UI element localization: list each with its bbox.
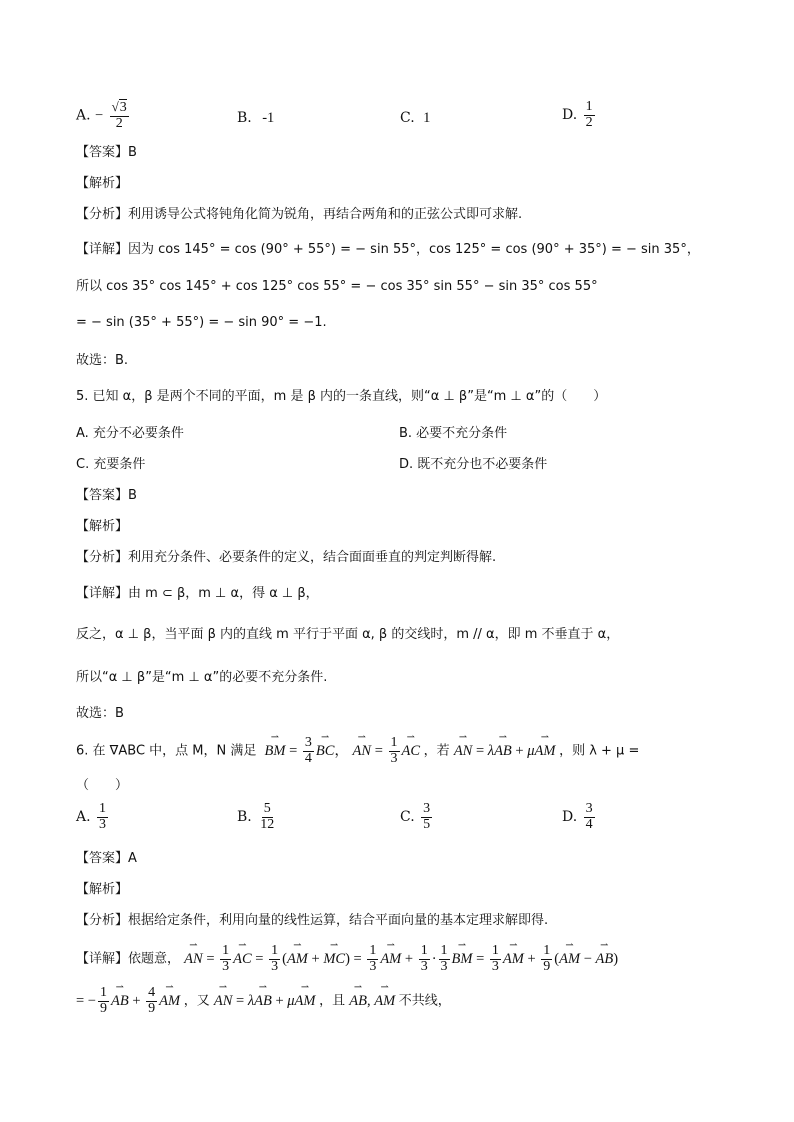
q5-option-d: D. 既不充分也不必要条件 [399,457,548,472]
vector-bm: ⇀ BM [265,744,286,759]
q6-stem-prefix: 6. 在 ∇ABC 中，点 M，N 满足 [76,743,257,759]
fraction [419,944,430,974]
option-label: B. [237,110,252,126]
denominator: 2 [115,115,123,131]
numerator: 1 [271,943,279,958]
fraction [584,802,595,832]
denominator: 9 [148,1000,156,1016]
vector-mc: ⇀ MC [323,952,345,967]
q6-option-a [76,802,110,832]
vector-ac: ⇀ AC [233,952,252,967]
numerator: 1 [369,943,377,958]
q6-stem: 6. 在 ∇ABC 中，点 M，N 满足 ⇀ BM = $\frac{3}{4}$ ⇀ BC， ⇀ AN = $\frac{1}{3}$ ⇀ AC ，若 ⇀ AN = λ⇀ AB + μ⇀ AM ，则 λ + μ = [76,736,639,766]
q5-xiangjie-line-3: 所以“α ⊥ β”是“m ⊥ α”的必要不充分条件. [76,670,328,685]
vector-am: ⇀ AM [380,952,401,967]
vector-bm: ⇀ BM [452,952,473,967]
q4-choose: 故选：B. [76,353,129,368]
vector-ab: ⇀ AB [494,744,512,759]
denominator: 3 [390,750,398,766]
q4-xiangjie-line-2: 所以 cos 35° cos 145° + cos 125° cos 55° = − cos 35° sin 55° − sin 35° cos 55° [76,279,598,294]
q5-analysis-heading: 【解析】 [76,519,129,534]
q6-xiangjie-tail: ，又 [183,993,210,1009]
option-label: C. [400,809,415,826]
numerator: 1 [390,735,398,750]
q5-fenxi: 【分析】利用充分条件、必要条件的定义，结合面面垂直的判定判断得解. [76,550,497,565]
vector-bc: ⇀ BC [316,744,335,759]
q6-xiangjie-tail3: 不共线， [398,993,451,1009]
option-label: D. [562,809,578,826]
denominator: 4 [304,750,312,766]
denominator: 2 [585,114,593,130]
q6-xiangjie-line-1: 【详解】依题意， ⇀ AN = $\frac{1}{3}$ ⇀ AC = $\frac{1}{3}$ (⇀ AM + ⇀ MC) = $\frac{1}{3}$ ⇀ AM + $\frac{1}{3}$ · $\frac{1}{3}$ ⇀ BM = $\frac{1}{3}$ ⇀ AM + $\frac{1}{9}$ (⇀ AM − ⇀ AB) [76,944,618,974]
q6-option-c [400,802,434,832]
fraction [439,944,450,974]
vector-an: ⇀ AN [353,744,372,759]
vector-am: ⇀ AM [295,994,316,1009]
numerator: 3 [423,801,431,816]
q4-option-a [76,100,131,131]
q4-option-d [562,100,597,130]
option-value: -1 [262,110,275,126]
q4-option-c [400,110,430,127]
vector-an: ⇀ AN [184,952,203,967]
q5-answer: 【答案】B [76,488,137,503]
fraction [146,986,157,1016]
option-label: A. [76,107,91,124]
numerator: 1 [222,943,230,958]
q6-paren: （ ） [76,778,129,793]
q5-xiangjie-line-2: 反之，α ⊥ β，当平面 β 内的直线 m 平行于平面 α, β 的交线时，m // α，即 m 不垂直于 α， [76,627,620,642]
vector-am: ⇀ AM [374,994,395,1009]
vector-ab: ⇀ AB [596,952,614,967]
vector-an: ⇀ AN [214,994,233,1009]
numerator: 3 [585,801,593,816]
option-label: D. [562,107,578,124]
option-label: C. [400,110,415,126]
numerator: 1 [491,943,499,958]
vector-ab: ⇀ AB [254,994,272,1009]
q5-stem: 5. 已知 α，β 是两个不同的平面，m 是 β 内的一条直线，则“α ⊥ β”是“m ⊥ α”的（ ） [76,389,607,404]
fraction [258,802,276,832]
denominator: 3 [99,816,107,832]
q4-fenxi: 【分析】利用诱导公式将钝角化简为锐角，再结合两角和的正弦公式即可求解. [76,207,523,222]
fraction [97,802,108,832]
vector-ab: ⇀ AB [111,994,129,1009]
q5-choose: 故选：B [76,706,124,721]
denominator: 3 [222,958,230,974]
fraction [367,944,378,974]
vector-am: ⇀ AM [503,952,524,967]
q6-xiangjie-tail2: ，且 [319,993,346,1009]
numerator: 3 [304,735,312,750]
denominator: 3 [369,958,377,974]
vector-am: ⇀ AM [159,994,180,1009]
q6-fenxi: 【分析】根据给定条件，利用向量的线性运算，结合平面向量的基本定理求解即得. [76,913,549,928]
numerator: 1 [543,943,551,958]
numerator: 1 [420,943,428,958]
denominator: 9 [543,958,551,974]
q4-option-b [237,110,274,127]
vector-am: ⇀ AM [287,952,308,967]
fraction [584,100,595,130]
denominator: 5 [423,816,431,832]
q4-analysis-heading: 【解析】 [76,176,129,191]
vector-am: ⇀ AM [559,952,580,967]
q6-stem-mid: ，若 [423,743,450,759]
numerator: 5 [263,801,271,816]
numerator: 1 [440,943,448,958]
minus-sign: − [95,107,104,124]
q4-answer: 【答案】B [76,145,137,160]
denominator: 3 [420,958,428,974]
q6-xiangjie-label: 【详解】依题意， [76,951,181,967]
denominator: 9 [99,1000,107,1016]
fraction [389,736,400,766]
vector-ac: ⇀ AC [402,744,421,759]
q6-stem-suffix: ，则 λ + μ = [559,743,640,759]
option-label: A. [76,809,91,826]
numerator: 1 [99,801,107,816]
vector-am: ⇀ AM [535,744,556,759]
q5-option-c: C. 充要条件 [76,457,146,472]
vector-an: ⇀ AN [454,744,473,759]
q4-xiangjie-line-3: = − sin (35° + 55°) = − sin 90° = −1. [76,315,327,330]
sqrt-value: 3 [119,100,127,115]
denominator: 4 [585,816,593,832]
fraction [421,802,432,832]
denominator: 12 [260,816,275,832]
q6-option-b [237,802,278,832]
numerator: 4 [148,985,156,1000]
q6-option-d [562,802,597,832]
fraction [541,944,552,974]
q6-xiangjie-line-2: = − $\frac{1}{9}$ ⇀ AB + $\frac{4}{9}$ ⇀ AM ，又 ⇀ AN = λ⇀ AB + μ⇀ AM ，且 ⇀ AB, ⇀ AM 不共线， [76,986,451,1016]
q6-answer: 【答案】A [76,851,137,866]
fraction [269,944,280,974]
q4-xiangjie-line-1: 【详解】因为 cos 145° = cos (90° + 55°) = − sin 55°，cos 125° = cos (90° + 35°) = − sin 35°， [76,242,700,257]
q5-option-b: B. 必要不充分条件 [399,426,508,441]
option-label: B. [237,809,252,826]
q5-xiangjie-line-1: 【详解】由 m ⊂ β，m ⊥ α，得 α ⊥ β， [76,586,319,601]
fraction [98,986,109,1016]
q5-option-a: A. 充分不必要条件 [76,426,184,441]
fraction: $\frac{√3}{2}$ [111,99,127,131]
fraction [490,944,501,974]
denominator: 3 [491,958,499,974]
q6-analysis-heading: 【解析】 [76,882,129,897]
vector-ab: ⇀ AB [349,994,367,1009]
denominator: 3 [440,958,448,974]
denominator: 3 [271,958,279,974]
numerator: 1 [99,985,107,1000]
fraction [303,736,314,766]
fraction [220,944,231,974]
option-value: 1 [423,110,431,126]
numerator: 1 [585,99,593,114]
